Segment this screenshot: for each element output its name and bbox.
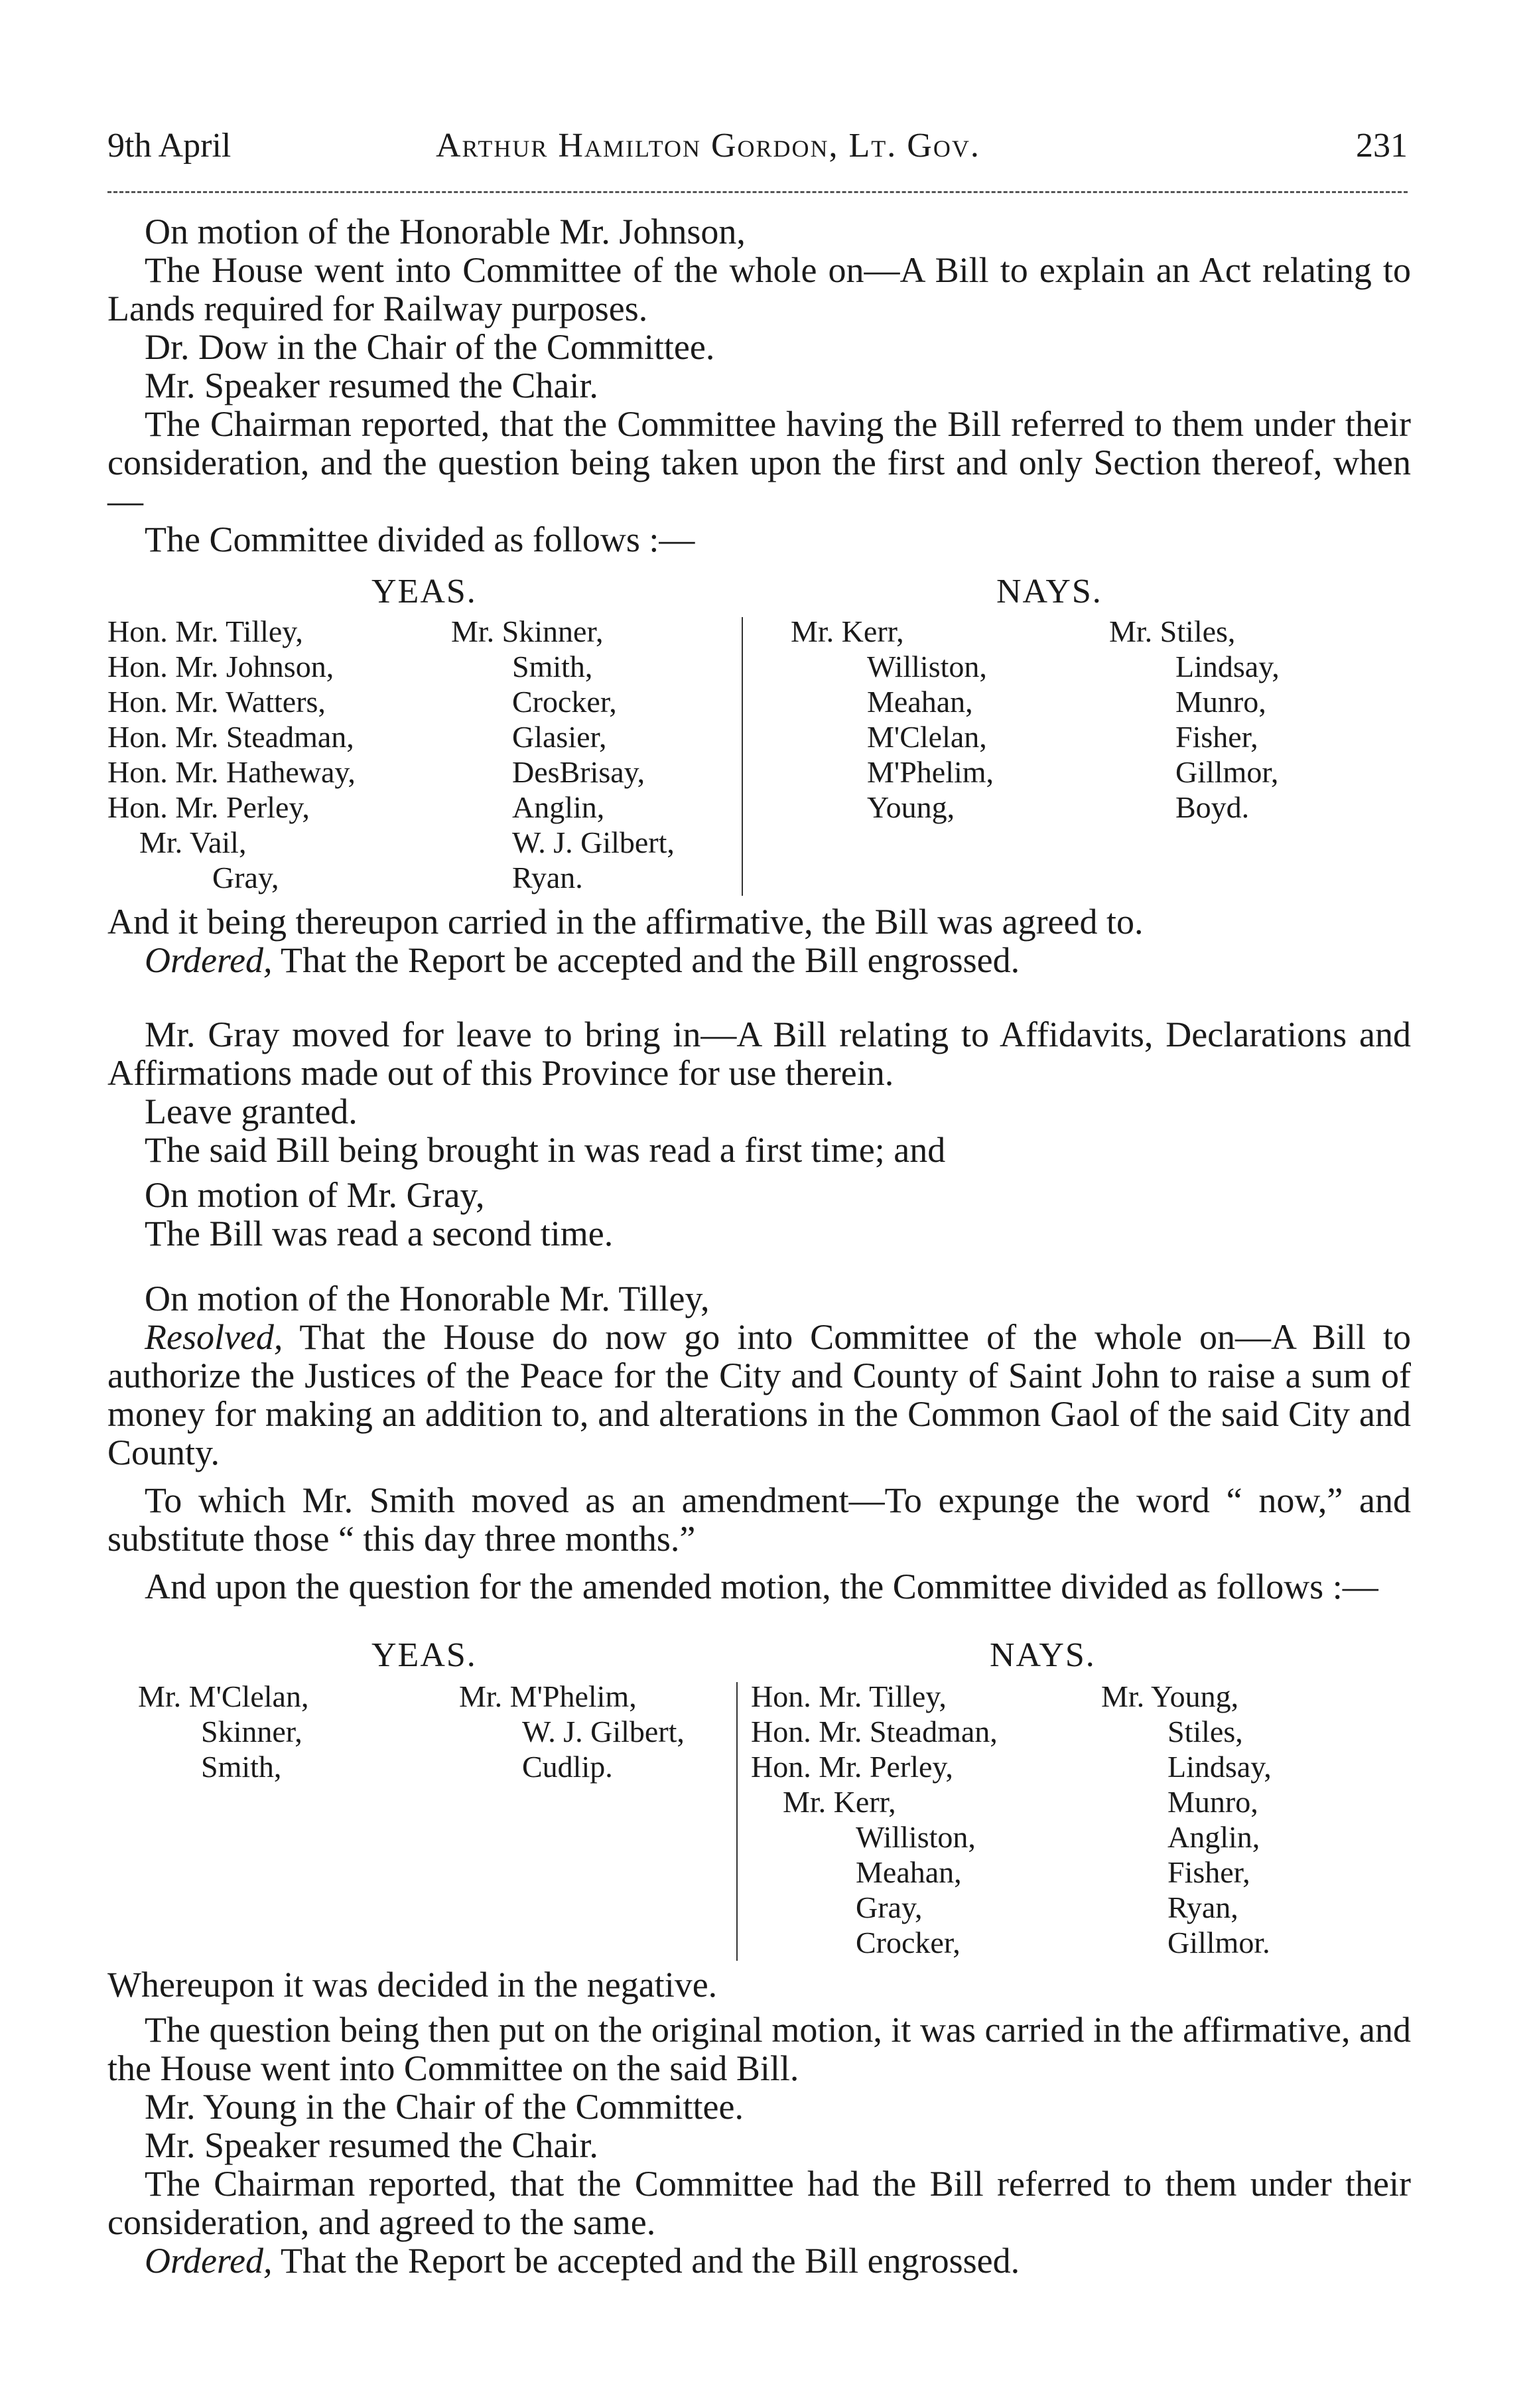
vote1-nays-col2 [1109,614,1280,825]
member-name: Meahan, [867,685,973,719]
member-name: Lindsay, [1167,1750,1272,1784]
header-title: Arthur Hamilton Gordon, Lt. Gov. [436,127,980,165]
header-date: 9th April [107,127,232,165]
nays-heading: NAYS. [990,1636,1096,1674]
member-name: Ryan. [512,861,583,894]
paragraph: The Committee divided as follows :— [145,520,695,559]
member-name: Mr. Stiles, [1109,614,1236,648]
member-name: Gillmor. [1167,1926,1270,1959]
ordered-word: Ordered, [145,2241,273,2281]
paragraph: Mr. Speaker resumed the Chair. [145,366,598,405]
member-name: Mr. M'Phelim, [459,1679,637,1713]
vote1-nays-col1 [791,614,994,825]
member-name: Cudlip. [522,1750,613,1784]
paragraph: And it being thereupon carried in the affirmative, the Bill was agreed to. [107,902,1144,942]
vote2-nays-col2 [1101,1679,1272,1960]
column-divider [742,617,743,896]
paragraph: The Chairman reported, that the Committee having the Bill referred to them under their consideration, and the question being taken upon the first and only Section thereof, when— [107,404,1411,521]
member-name: Ryan, [1167,1890,1238,1924]
paragraph: On motion of the Honorable Mr. Tilley, [145,1279,710,1318]
paragraph [107,2241,1411,2280]
vote1-yeas-col1 [107,614,356,895]
yeas-heading: YEAS. [371,573,477,610]
vote2-yeas-col1 [138,1679,308,1784]
member-name: Hon. Mr. Johnson, [107,650,334,683]
member-name: Gray, [856,1890,923,1924]
paragraph: Leave granted. [145,1092,358,1131]
member-name: Crocker, [856,1926,961,1959]
paragraph: The House went into Committee of the whole on—A Bill to explain an Act relating to Lands required for Railway purposes. [107,250,1411,328]
ordered-word: Ordered, [145,940,273,980]
member-name: Glasier, [512,720,607,754]
header-rule [107,191,1408,193]
ordered-text: That the Report be accepted and the Bill engrossed. [272,940,1020,980]
member-name: Lindsay, [1175,650,1280,683]
section-affidavits-bill [107,1015,1411,1253]
member-name: Stiles, [1167,1715,1243,1748]
member-name: M'Phelim, [867,755,994,789]
member-name: Williston, [856,1820,976,1854]
paragraph: The Chairman reported, that the Committee had the Bill referred to them under their consideration, and agreed to the same. [107,2164,1411,2242]
member-name: Mr. Kerr, [791,614,904,648]
paragraph: The said Bill being brought in was read a first time; and [145,1130,946,1170]
member-name: Hon. Mr. Hatheway, [107,755,356,789]
member-name: Mr. Vail, [139,825,247,859]
member-name: Fisher, [1167,1855,1250,1889]
member-name: Mr. Skinner, [451,614,604,648]
section-railway-bill [107,212,1411,559]
member-name: Anglin, [512,790,605,824]
section-gaol-bill [107,1279,1411,1606]
member-name: M'Clelan, [867,720,987,754]
member-name: Mr. Kerr, [783,1785,896,1819]
vote1-yeas-col2 [451,614,675,895]
paragraph: To which Mr. Smith moved as an amendment—To expunge the word “ now,” and substitute those “ this day three months.” [107,1480,1411,1559]
member-name: Boyd. [1175,790,1250,824]
member-name: Hon. Mr. Perley, [107,790,310,824]
paragraph: On motion of the Honorable Mr. Johnson, [145,212,746,251]
member-name: Mr. M'Clelan, [138,1679,309,1713]
ordered-text: That the Report be accepted and the Bill engrossed. [272,2241,1020,2281]
member-name: Gray, [212,861,279,894]
resolved-word: Resolved, [145,1317,283,1357]
member-name: Hon. Mr. Tilley, [751,1679,947,1713]
member-name: Williston, [867,650,987,683]
running-header [107,126,1408,173]
member-name: Fisher, [1175,720,1258,754]
yeas-heading: YEAS. [371,1636,477,1674]
member-name: Anglin, [1167,1820,1260,1854]
member-name: Munro, [1167,1785,1258,1819]
member-name: Hon. Mr. Tilley, [107,614,303,648]
member-name: DesBrisay, [512,755,645,789]
member-name: Smith, [201,1750,282,1784]
paragraph: And upon the question for the amended motion, the Committee divided as follows :— [145,1567,1378,1606]
member-name: Gillmor, [1175,755,1279,789]
member-name: Hon. Mr. Watters, [107,685,326,719]
member-name: Hon. Mr. Perley, [751,1750,953,1784]
paragraph [107,941,1411,979]
member-name: Smith, [512,650,593,683]
member-name: W. J. Gilbert, [522,1715,685,1748]
member-name: Meahan, [856,1855,962,1889]
paragraph: Mr. Gray moved for leave to bring in—A Bill relating to Affidavits, Declarations and Affirmations made out of this Province for use therein. [107,1015,1411,1093]
member-name: Munro, [1175,685,1266,719]
member-name: Mr. Young, [1101,1679,1239,1713]
paragraph [107,1318,1411,1472]
page-number: 231 [1356,127,1408,165]
vote2-nays-col1 [751,1679,998,1960]
paragraph: Dr. Dow in the Chair of the Committee. [145,327,715,367]
paragraph: Mr. Young in the Chair of the Committee. [145,2087,744,2127]
section-agreed [107,902,1411,979]
paragraph: Whereupon it was decided in the negative. [107,1965,718,2005]
paragraph: The Bill was read a second time. [145,1214,614,1253]
paragraph: Mr. Speaker resumed the Chair. [145,2125,598,2165]
member-name: W. J. Gilbert, [512,825,675,859]
member-name: Skinner, [201,1715,302,1748]
member-name: Hon. Mr. Steadman, [751,1715,998,1748]
nays-heading: NAYS. [996,573,1102,610]
paragraph: The question being then put on the original motion, it was carried in the affirmative, and the House went into Committee on the said Bill. [107,2010,1411,2088]
member-name: Young, [867,790,955,824]
paragraph: On motion of Mr. Gray, [145,1175,485,1215]
column-divider [736,1682,738,1961]
resolved-text: That the House do now go into Committee of the whole on—A Bill to authorize the Justices of the Peace for the City and County of Saint John to raise a sum of money for making an addition to, and alterations in the Common Gaol of the said City and County. [107,1317,1411,1472]
member-name: Hon. Mr. Steadman, [107,720,354,754]
member-name: Crocker, [512,685,617,719]
section-committee-report [107,1965,1411,2280]
vote2-yeas-col2 [459,1679,685,1784]
